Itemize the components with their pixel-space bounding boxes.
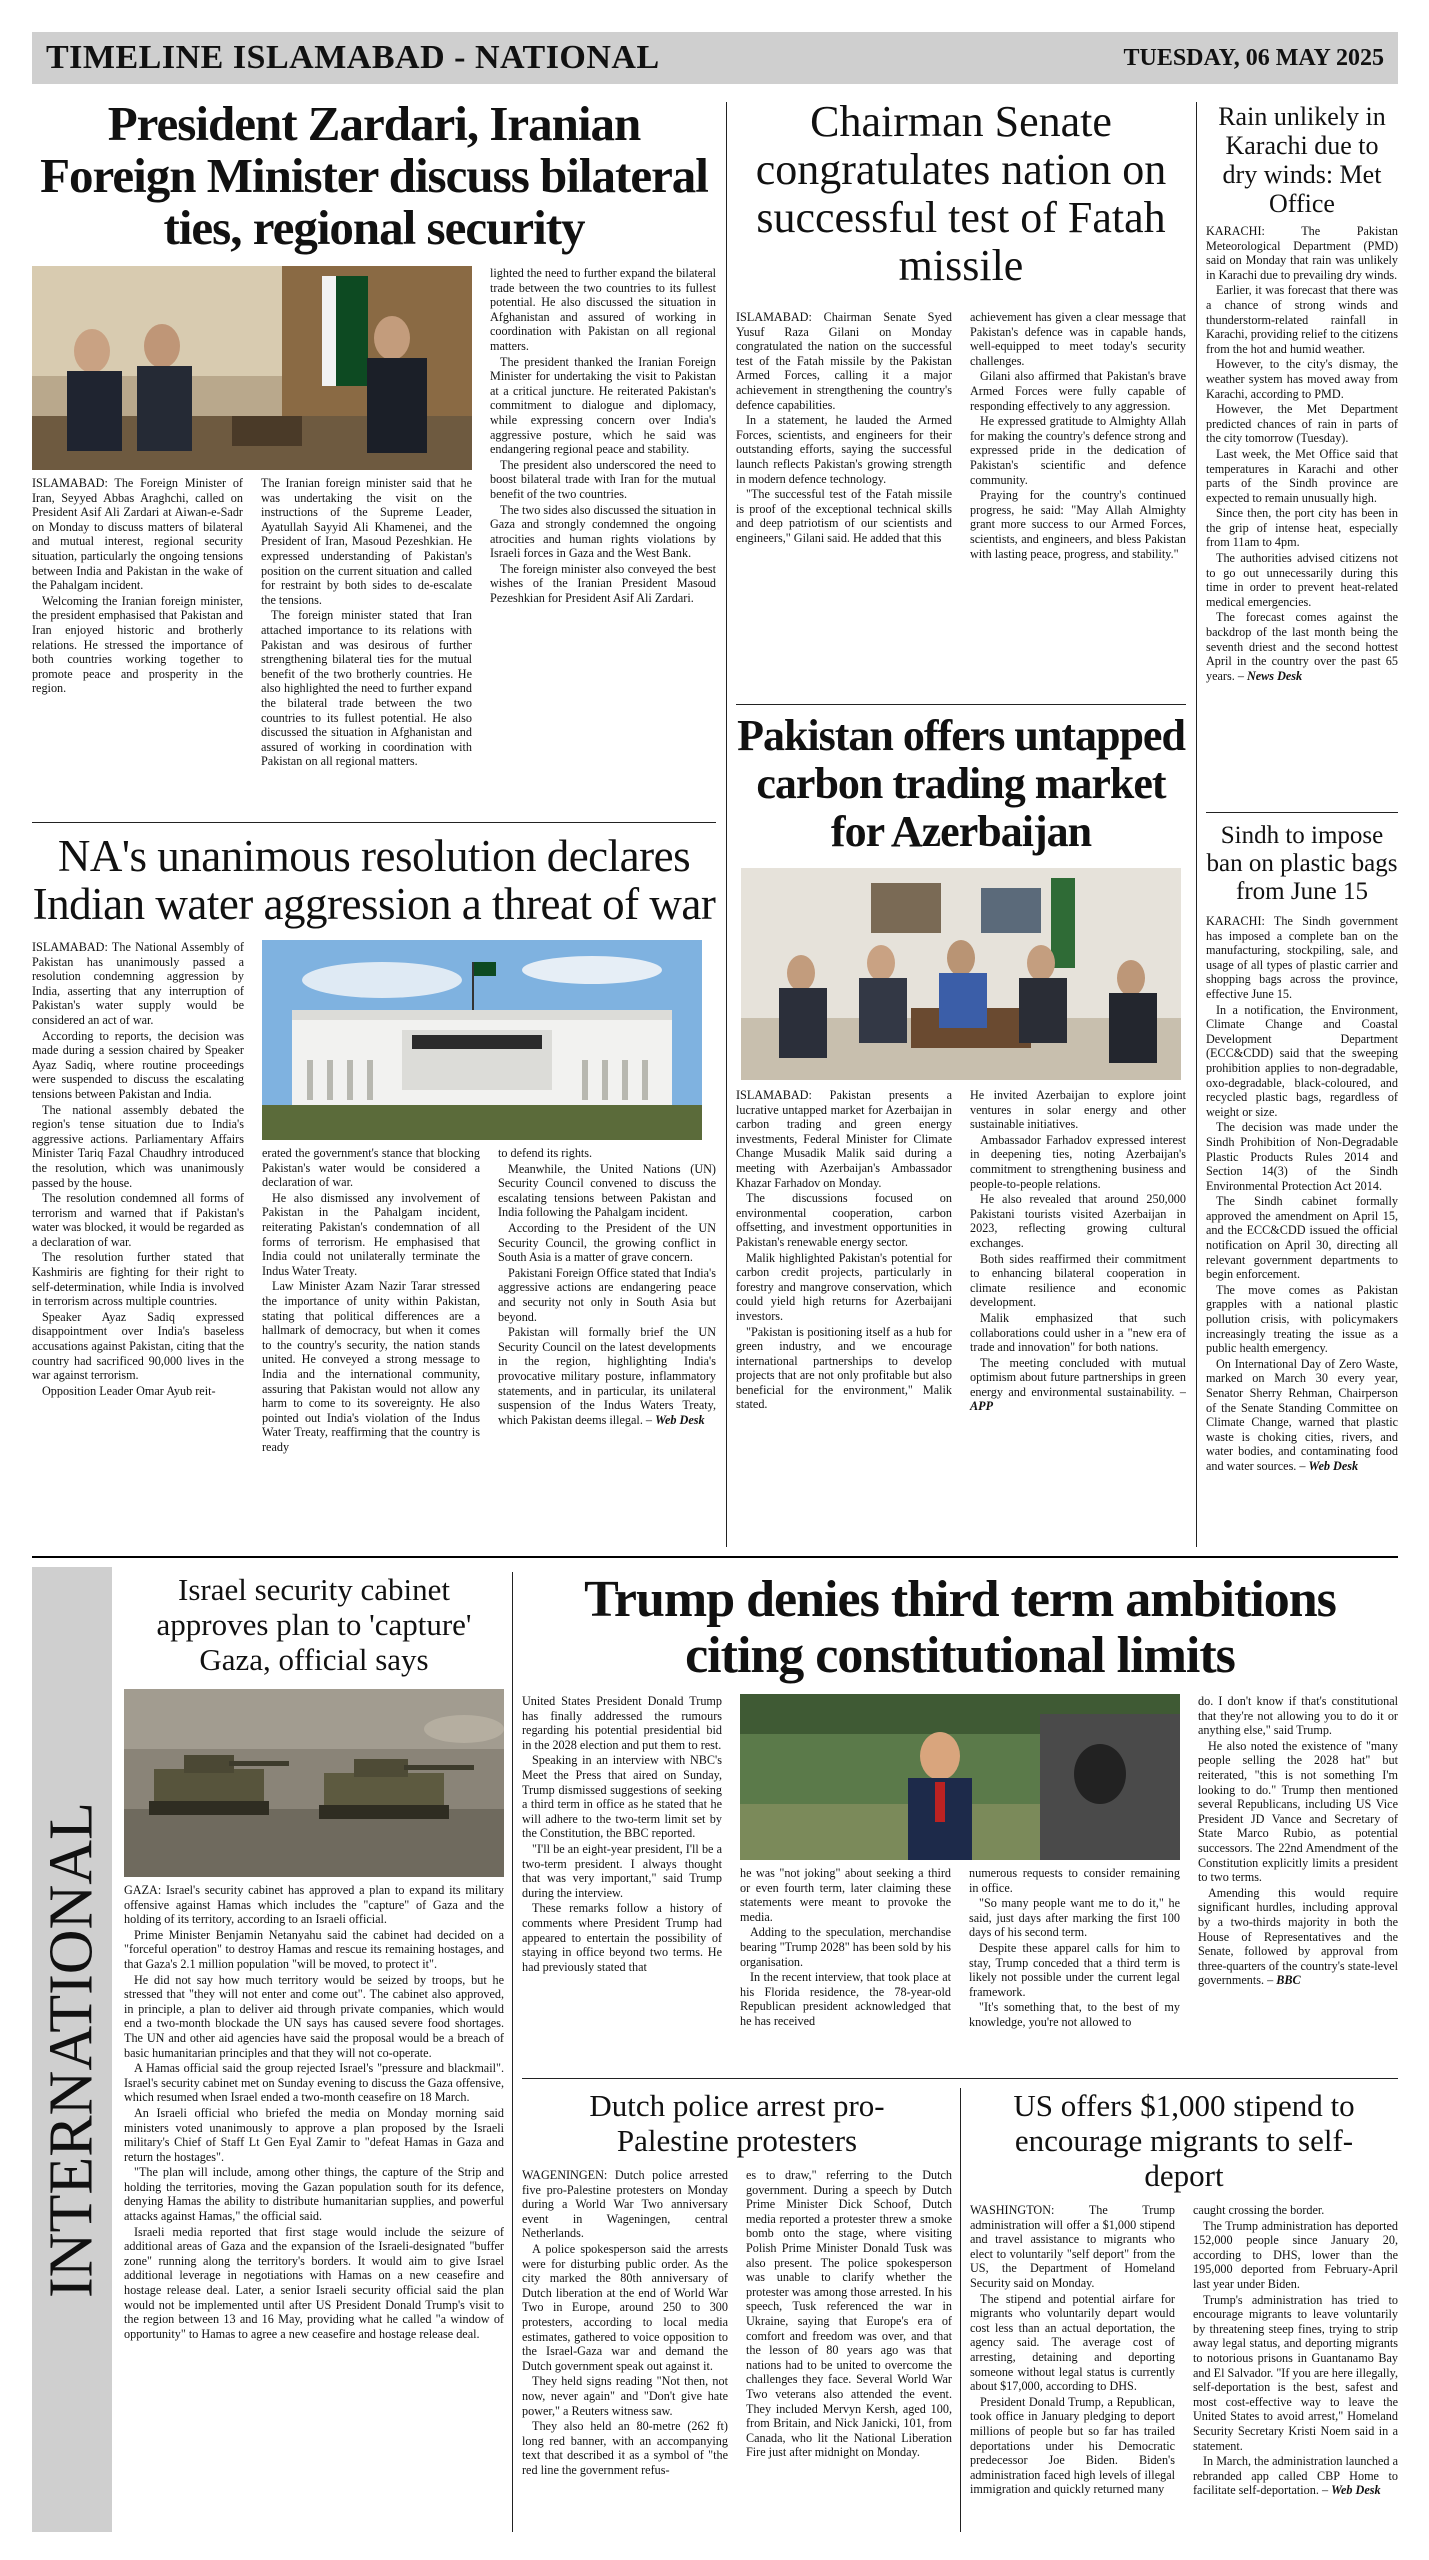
- photo-carbon-meeting: [741, 868, 1181, 1080]
- na-col-2: erated the government's stance that blocking Pakistan's water would be considered a declaration of war. He also dismissed any involvement of Pakistan in the Pahalgam incident, reiterating Pakistan's condemnation of all forms of terrorism. He emphasised that India could not unilaterally terminate the Indus Water Treaty. Law Minister Azam Nazir Tarar stressed the importance of unity within Pakistan, stating that political differences are a hallmark of democracy, but when it comes to the country's security, the nation stands united. He conveyed a strong message to India and the international community, assuring that Pakistan would not allow any harm to come to its sovereignty. He also pointed out India's violation of the Indus Water Treaty, reaffirming that the country is ready: [262, 1146, 480, 1454]
- trump-col-2: he was "not joking" about seeking a third or even fourth term, later claiming these statements were meant to provoke the media. Adding to the speculation, merchandise bearing "Trump 2028" has been sold by his organisation. In the recent interview, that took place at his Florida residence, the 78-year-old Republican president acknowledged that he has received: [740, 1866, 951, 2028]
- dutch-col-1: WAGENINGEN: Dutch police arrested five pro-Palestine protesters on Monday during a World War Two anniversary event in Wageningen, central Netherlands. A police spokesperson said the arrests were for disturbing public order. As the city marked the 80th anniversary of Dutch liberation at the end of World War Two in Europe, around 250 to 300 protesters, according to local media estimates, gathered to voice opposition to the Israel-Gaza war and demand the Dutch government speak out against it. They held signs reading "Not then, not now, never again" and "Don't give hate power," a Reuters witness saw. They also held an 80-metre (262 ft) long red banner, with an accompanying text that described it as a symbol of "the red line the government refus-: [522, 2168, 728, 2477]
- divider: [522, 2078, 1398, 2079]
- headline-israel: Israel security cabinet approves plan to 'capture' Gaza, official says: [156, 1572, 472, 1677]
- fatah-col-2: achievement has given a clear message that Pakistan's defence was in capable hands, well-equipped to meet today's security challenges. Gilani also affirmed that Pakistan's brave Armed Forces were fully capable of responding effectively to any aggression. He expressed gratitude to Almighty Allah for making the country's defence strong and expressed pride in the dedication of Pakistan's scientific and defence community. Praying for the country's continued progress, he said: "May Allah Almighty grant more success to our Armed Forces, scientists, and engineers, and bless Pakistan with lasting peace, progress, and stability.": [970, 310, 1186, 561]
- masthead: [32, 32, 1398, 84]
- headline-us-migrants: US offers $1,000 stipend to encourage migrants to self-deport: [1013, 2088, 1355, 2193]
- zardari-col-1: ISLAMABAD: The Foreign Minister of Iran, Seyyed Abbas Araghchi, called on President Asif Ali Zardari at Aiwan-e-Sadr on Monday to discuss matters of bilateral and mutual interest, regional security situation, particularly the ongoing tensions between India and Pakistan in the wake of the Pahalgam incident. Welcoming the Iranian foreign minister, the president emphasised that Pakistan and Iran enjoyed historic and brotherly relations. He stressed the importance of both countries working together to promote peace and prosperity in the region.: [32, 476, 243, 696]
- headline-rain: Rain unlikely in Karachi due to dry winds: Met Office: [1218, 102, 1386, 218]
- usmig-col-1: WASHINGTON: The Trump administration will offer a $1,000 stipend and travel assistance to migrants who elect to voluntarily "self deport" from the US, the Department of Homeland Security said on Monday. The stipend and potential airfare for migrants who voluntarily depart would cost less than an actual deportation, the agency said. The average cost of arresting, detaining and deporting someone without legal status is currently about $17,000, according to DHS. President Donald Trump, a Republican, took office in January pledging to deport millions of people but so far has trailed deportations under his Democratic predecessor Joe Biden. Biden's administration faced high levels of illegal immigration and quickly returned many: [970, 2203, 1175, 2497]
- divider: [736, 704, 1186, 705]
- usmig-col-2: caught crossing the border. The Trump administration has deported 152,000 people since January 20, according to DHS, lower than the 195,000 deported from February-April last year under Biden. Trump's administration has tried to encourage migrants to leave voluntarily by threatening steep fines, trying to strip away legal status, and deporting migrants to notorious prisons in Guantanamo Bay and El Salvador. "If you are here illegally, self-deportation is the best, safest and most cost-effective way to leave the United States to avoid arrest," Homeland Security Secretary Kristi Noem said in a statement. In March, the administration launched a rebranded app called CBP Home to facilitate self-deportation. – Web Desk: [1193, 2203, 1398, 2498]
- carbon-col-2: He invited Azerbaijan to explore joint ventures in solar energy and other sustainable initiatives. Ambassador Farhadov expressed interest in deepening ties, noting Azerbaijan's commitment to strengthening business and people-to-people relations. He also revealed that around 250,000 Pakistani tourists visited Azerbaijan in 2023, reflecting growing cultural exchanges. Both sides reaffirmed their commitment to enhancing bilateral cooperation in climate resilience and economic development. Malik emphasized that such collaborations could usher in a "new era of trade and innovation" for both nations. The meeting concluded with mutual optimism about future partnerships in green energy and environmental sustainability. – APP: [970, 1088, 1186, 1414]
- article-trump: [522, 1572, 1398, 2072]
- rain-body: KARACHI: The Pakistan Meteorological Department (PMD) said on Monday that rain was unlikely in Karachi due to prevailing dry winds. Earlier, it was forecast that there was a chance of strong winds and thunderstorm-related rainfall in Karachi, providing relief to the citizens from the hot and humid weather. However, to the city's dismay, the weather system has moved away from Karachi, according to PMD. However, the Met Department predicted chances of rain in parts of the city tomorrow (Tuesday). Last week, the Met Office said that temperatures in Karachi and other parts of the Sindh province are expected to remain unusually high. Since then, the port city has been in the grip of intense heat, especially from 11am to 4pm. The authorities advised citizens not to go out unnecessarily during this time in order to prevent heat-related medical emergencies. The forecast comes against the backdrop of the last month being the seventh driest and the second hottest April in the country over the past 65 years. – News Desk: [1206, 224, 1398, 683]
- headline-zardari: President Zardari, Iranian Foreign Minister discuss bilateral ties, regional security: [40, 98, 708, 255]
- israel-body: GAZA: Israel's security cabinet has approved a plan to expand its military offensive against Hamas which includes the "capture" of Gaza and the holding of its territory, according to an Israeli official. Prime Minister Benjamin Netanyahu said the cabinet had decided on a "forceful operation" to destroy Hamas and rescue its remaining hostages, and that Gaza's 2.1 million population "will be moved, to protect it". He did not say how much territory would be seized by troops, but he stressed that "they will not enter and come out". The cabinet also approved, in principle, a plan to deliver aid through private companies, which would end a two-month blockade the UN says has caused severe food shortages. The UN and other aid agencies have said the proposal would be a breach of basic humanitarian principles and that they will not co-operate. A Hamas official said the group rejected Israel's "pressure and blackmail". Israel's security cabinet met on Sunday evening to discuss the Gaza offensive, which resumed when Israel ended a two-month ceasefire on 18 March. An Israeli official who briefed the media on Monday morning said ministers voted unanimously to approve a plan proposed by the Israeli military's Chief of Staff Lt Gen Eyal Zamir to "defeat Hamas in Gaza and return the hostages". "The plan will include, among other things, the capture of the Strip and holding the territories, moving the Gazan population south for its defence, denying Hamas the ability to distribute humanitarian supplies, and powerful attacks against Hamas," the official said. Israeli media reported that first stage would include the seizure of additional areas of Gaza and the expansion of the Israeli-designated "buffer zone" running along the territory's borders. It would aim to give Israel additional leverage in negotiations with Hamas on a new ceasefire and hostage release deal. Later, a senior Israeli security official said the plan would not be implemented until after US President Donald Trump's visit to the region between 13 and 16 May, providing what he called "a window of opportunity" to Hamas to agree a new ceasefire and hostage release deal.: [124, 1883, 504, 2341]
- trump-col-3: numerous requests to consider remaining in office. "So many people want me to do it," he said, just days after marking the first 100 days of his second term. Despite these apparel calls for him to stay, Trump conceded that a third term is likely not possible under the current legal framework. "It's something that, to the best of my knowledge, you're not allowed to: [969, 1866, 1180, 2029]
- carbon-col-1: ISLAMABAD: Pakistan presents a lucrative untapped market for Azerbaijan in carbon trading and green energy investments, Federal Minister for Climate Change Musadik Malik said during a meeting with Azerbaijan's Ambassador Khazar Farhadov on Monday. The discussions focused on environmental cooperation, carbon offsetting, and investment opportunities in Pakistan's renewable energy sector. Malik highlighted Pakistan's potential for carbon credit projects, particularly in forestry and mangrove conservation, which could yield high returns for Azerbaijani investors. "Pakistan is positioning itself as a hub for green industry, and we encourage international partnerships to develop projects that are not only profitable but also beneficial for the environment," Malik stated.: [736, 1088, 952, 1412]
- zardari-col-3: lighted the need to further expand the bilateral trade between the two countries to its fullest potential. He also discussed the situation in Afghanistan and assured of working in coordination with Pakistan on all regional matters. The president thanked the Iranian Foreign Minister for undertaking the visit to Pakistan at a critical juncture. He reiterated Pakistan's commitment to dialogue and diplomacy, while expressing concern over India's aggressive posture, which he said was endangering regional peace and stability. The president also underscored the need to boost bilateral trade with Iran for the mutual benefit of the two countries. The two sides also discussed the situation in Gaza and strongly condemned the ongoing atrocities and human rights violations by Israeli forces in Gaza and the West Bank. The foreign minister also conveyed the best wishes of the Iranian President Masoud Pezeshkian for President Asif Ali Zardari.: [490, 266, 716, 606]
- headline-trump: Trump denies third term ambitions citing constitutional limits: [584, 1572, 1336, 1684]
- article-na: [32, 832, 716, 1552]
- divider: [726, 102, 727, 1547]
- article-dutch: [522, 2088, 952, 2532]
- divider: [32, 822, 716, 823]
- article-zardari: [32, 98, 716, 818]
- photo-zardari-meeting: [32, 266, 472, 470]
- article-carbon: [736, 712, 1186, 1552]
- trump-col-1: United States President Donald Trump has finally addressed the rumours regarding his potential presidential bid in the 2028 election and put them to rest. Speaking in an interview with NBC's Meet the Press that aired on Sunday, Trump dismissed suggestions of seeking a third term in office as he stated that he will adhere to the two-term limit set by the Constitution, the BBC reported. "I'll be an eight-year president, I'll be a two-term president. I always thought that was very important," said Trump during the interview. These remarks follow a history of comments where President Trump had appeared to entertain the possibility of staying in office beyond two terms. He had previously stated that: [522, 1694, 722, 1974]
- section-title: TIMELINE ISLAMABAD - NATIONAL: [46, 39, 660, 76]
- divider: [1196, 102, 1197, 1547]
- sindh-body: KARACHI: The Sindh government has imposed a complete ban on the manufacturing, stockpiling, sale, and usage of all types of plastic carrier and shopping bags across the province, effective June 15. In a notification, the Environment, Climate Change and Coastal Development Department (ECC&CDD) said that the sweeping prohibition applies to non-degradable, oxo-degradable, black-coloured, and recycled plastic bags, regardless of weight or size. The decision was made under the Sindh Prohibition of Non-Degradable Plastic Products Rules 2014 and Section 14(3) of the Sindh Environmental Protection Act 2014. The Sindh cabinet formally approved the amendment on April 15, and the ECC&CDD issued the official notification on April 30, directing all relevant government departments to begin enforcement. The move comes as Pakistan grapples with a national plastic pollution crisis, with policymakers increasingly treating the issue as a public health emergency. On International Day of Zero Waste, marked on March 30 every year, Senator Sherry Rehman, Chairperson of the Senate Standing Committee on Climate Change, warned that plastic waste is choking cities, rivers, and water bodies, and contaminating food and water sources. – Web Desk: [1206, 914, 1398, 1473]
- dutch-col-2: es to draw," referring to the Dutch government. During a speech by Dutch Prime Minister Dick Schoof, Dutch media reported a protester threw a smoke bomb onto the stage, where visiting Polish Prime Minister Donald Tusk was also present. The police spokesperson was unable to clarify whether the protester was among those arrested. In his speech, Tusk referenced the war in Ukraine, saying that Europe's era of comfort and freedom was over, and that the lesson of 80 years ago was that nations had to be united to overcome the challenges they face. Several World War Two veterans also attended the event. They included Mervyn Kersh, aged 100, from Britain, and Nick Janicki, 101, from Canada, who lit the National Liberation Fire just after midnight on Monday.: [746, 2168, 952, 2460]
- na-col-1: ISLAMABAD: The National Assembly of Pakistan has unanimously passed a resolution condemning aggression by India, asserting that any interruption of Pakistan's water supply would be considered an act of war. According to reports, the decision was made during a session chaired by Speaker Ayaz Sadiq, where routine proceedings were suspended to discuss the escalating tensions between Pakistan and India. The national assembly debated the region's tense situation due to India's aggressive actions. Parliamentary Affairs Minister Tariq Fazal Chaudhry introduced the resolution, which was unanimously passed by the house. The resolution condemned all forms of terrorism and warned that if Pakistan's water was blocked, it would be regarded as a declaration of war. The resolution further stated that Kashmiris are fighting for their right to self-determination, while India is involved in terrorism across multiple countries. Speaker Ayaz Sadiq expressed disappointment over India's baseless accusations against Pakistan, citing that the country had sacrificed 90,000 lives in the war against terrorism. Opposition Leader Omar Ayub reit-: [32, 940, 244, 1398]
- photo-parliament: [262, 940, 702, 1140]
- byline: APP: [970, 1399, 994, 1414]
- headline-na: NA's unanimous resolution declares Indian water aggression a threat of war: [32, 832, 716, 929]
- byline: Web Desk: [1331, 2483, 1381, 2498]
- na-col-3: to defend its rights. Meanwhile, the United Nations (UN) Security Council convened to discuss the escalating tensions between Pakistan and India following the Pahalgam incident. According to the President of the UN Security Council, the growing conflict in South Asia is a matter of grave concern. Pakistani Foreign Office stated that India's aggressive actions are endangering peace and security not only in South Asia but beyond. Pakistan will formally brief the UN Security Council on the latest developments in the region, highlighting India's provocative military posture, inflammatory statements, and in particular, its unilateral suspension of the Indus Waters Treaty, which Pakistan deems illegal. – Web Desk: [498, 1146, 716, 1427]
- headline-fatah: Chairman Senate congratulates nation on successful test of Fatah missile: [755, 98, 1167, 290]
- article-us-migrants: [970, 2088, 1398, 2532]
- headline-carbon: Pakistan offers untapped carbon trading market for Azerbaijan: [737, 712, 1185, 856]
- article-sindh: [1206, 822, 1398, 1552]
- photo-tanks: [124, 1689, 504, 1877]
- article-israel: [124, 1572, 504, 2532]
- photo-trump: [740, 1694, 1180, 1860]
- headline-sindh: Sindh to impose ban on plastic bags from June 15: [1206, 822, 1398, 905]
- article-fatah: [736, 98, 1186, 698]
- article-rain: [1206, 102, 1398, 808]
- byline: Web Desk: [1308, 1458, 1359, 1473]
- divider: [1206, 812, 1398, 813]
- headline-dutch: Dutch police arrest pro-Palestine protesters: [589, 2088, 885, 2158]
- divider: [960, 2088, 961, 2532]
- byline: Web Desk: [655, 1412, 705, 1427]
- zardari-col-2: The Iranian foreign minister said that he was undertaking the visit on the instructions of the Supreme Leader, Ayatullah Sayyid Ali Khamenei, and the President of Iran, Masoud Pezeshkian. He expressed understanding of Pakistan's position on the current situation and called for restraint by both sides to de-escalate the tensions. The foreign minister stated that Iran attached importance to its relations with Pakistan and was desirous of further strengthening bilateral ties for the mutual benefit of the two brotherly countries. He also highlighted the need to further expand the bilateral trade between the two countries to its fullest potential. He also discussed the situation in Afghanistan and assured of working in coordination with Pakistan on all regional matters.: [261, 476, 472, 769]
- newspaper-page: [32, 32, 1398, 2532]
- byline: BBC: [1276, 1973, 1301, 1988]
- trump-col-4: do. I don't know if that's constitutional that they're not allowing you to do it or anything else," said Trump. He also noted the existence of "many people selling the 2028 hat" but reiterated, "this is not something I'm looking to do." Trump then mentioned several Republicans, including US Vice President JD Vance and Secretary of State Marco Rubio, as potential successors. The 22nd Amendment of the Constitution explicitly limits a president to two terms. Amending this would require significant hurdles, including approval by a two-thirds majority in both the House of Representatives and the Senate, followed by approval from three-quarters of the country's state-level governments. – BBC: [1198, 1694, 1398, 1988]
- issue-date: TUESDAY, 06 MAY 2025: [1123, 44, 1384, 71]
- fatah-col-1: ISLAMABAD: Chairman Senate Syed Yusuf Raza Gilani on Monday congratulated the nation on the successful test of the Fatah missile by the Pakistan Armed Forces, calling it a major achievement in strengthening the country's defence capabilities. In a statement, he lauded the Armed Forces, scientists, and engineers for their outstanding efforts, saying the successful launch reflects Pakistan's growing strength in modern defence technology. "The successful test of the Fatah missile is proof of the exceptional technical skills and deep patriotism of our scientists and engineers," Gilani said. He added that this: [736, 310, 952, 545]
- divider: [512, 1572, 513, 2532]
- divider: [32, 1556, 1398, 1558]
- byline: News Desk: [1246, 668, 1303, 683]
- international-section-label: INTERNATIONAL: [32, 1567, 112, 2532]
